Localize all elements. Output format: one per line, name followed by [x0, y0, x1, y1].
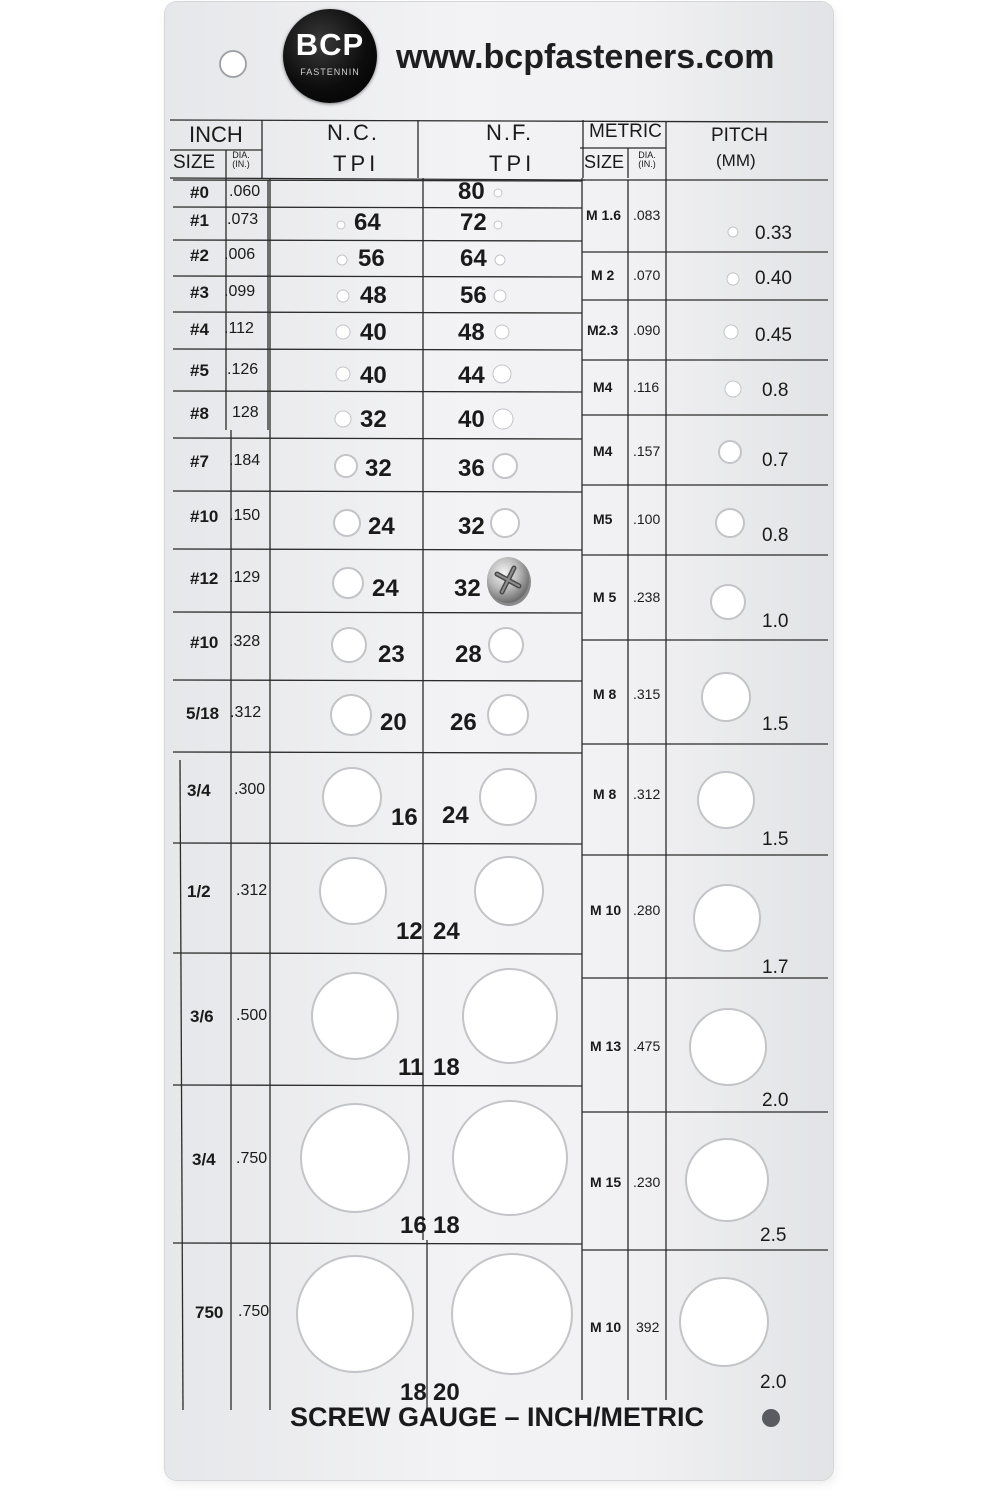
nf-tpi-label: 64: [460, 245, 487, 272]
nf-tpi-label: 20: [433, 1379, 460, 1406]
inch-size-label: 3/4: [192, 1150, 216, 1169]
inch-size-label: #10: [190, 633, 219, 652]
inch-dia-label: 128: [232, 404, 259, 421]
pitch-label: 2.0: [760, 1372, 787, 1393]
nc-tpi-label: 40: [360, 362, 387, 389]
nc-tpi-label: 16: [400, 1212, 427, 1239]
nf-tpi-label: 32: [458, 513, 485, 540]
nf-thread-hole: [493, 365, 511, 383]
nf-tpi-label: 44: [458, 362, 485, 389]
metric-thread-hole: [694, 885, 760, 951]
metric-thread-hole: [686, 1139, 768, 1221]
nf-thread-hole: [494, 189, 502, 197]
inch-dia-label: .126: [227, 361, 259, 378]
metric-size-label: M 10: [590, 1319, 622, 1335]
nf-thread-hole: [453, 1101, 567, 1215]
inch-dia-label: .312: [230, 704, 262, 721]
nc-thread-hole: [335, 411, 351, 427]
inch-row-line: [173, 612, 582, 613]
inch-row-line: [173, 491, 582, 492]
nc-tpi-label: 40: [360, 319, 387, 346]
pitch-label: 1.5: [762, 829, 789, 850]
metric-size-label: M 5: [593, 589, 617, 605]
metric-thread-hole: [690, 1009, 766, 1085]
nf-thread-hole: [493, 409, 513, 429]
pitch-label: 0.7: [762, 450, 789, 471]
header-nf-tpi: TPI: [489, 151, 536, 176]
pitch-label: 2.0: [762, 1090, 789, 1111]
nf-thread-hole: [463, 969, 557, 1063]
nc-thread-hole: [337, 255, 347, 265]
inch-dia-label: .073: [227, 211, 259, 228]
pitch-label: 0.33: [755, 223, 792, 244]
metric-thread-hole: [719, 441, 741, 463]
inch-dia-label: .750: [236, 1150, 268, 1167]
metric-dia-label: .312: [633, 786, 661, 802]
inch-dia-label: .060: [229, 183, 261, 200]
inch-dia-label: .300: [234, 781, 266, 798]
screw-gauge-card: [165, 2, 833, 1480]
nf-thread-hole: [493, 454, 517, 478]
inch-size-label: #12: [190, 569, 219, 588]
header-nf: N.F.: [486, 120, 534, 145]
metric-thread-hole: [727, 273, 739, 285]
inch-size-label: #3: [190, 283, 209, 302]
inch-dia-label: .150: [229, 507, 261, 524]
nf-tpi-label: 18: [433, 1212, 460, 1239]
nf-thread-hole: [495, 255, 505, 265]
pitch-label: 0.8: [762, 380, 789, 401]
metric-thread-hole: [725, 381, 741, 397]
inch-row-line: [173, 843, 582, 844]
metric-thread-hole: [711, 585, 745, 619]
pitch-label: 1.0: [762, 611, 789, 632]
metric-size-label: M 13: [590, 1038, 622, 1054]
pitch-label: 0.45: [755, 325, 792, 346]
nc-thread-hole: [333, 568, 363, 598]
inch-size-label: #4: [190, 320, 209, 339]
inch-dia-label: .500: [236, 1007, 268, 1024]
metric-size-label: M 1.6: [586, 207, 622, 223]
pitch-label: 1.5: [762, 714, 789, 735]
inch-row-line: [173, 549, 582, 550]
inch-dia-label: .006: [224, 246, 256, 263]
inch-size-label: #2: [190, 246, 209, 265]
metric-size-label: M 10: [590, 902, 622, 918]
inch-row-line: [173, 752, 582, 753]
metric-size-label: M4: [593, 443, 613, 459]
metric-size-label: M 2: [591, 267, 615, 283]
metric-dia-label: .238: [633, 589, 661, 605]
metric-thread-hole: [702, 673, 750, 721]
inch-row-line: [173, 1085, 582, 1086]
metric-dia-label: .116: [633, 379, 660, 395]
inch-row-line: [173, 438, 582, 439]
metric-size-label: M2.3: [587, 322, 619, 338]
nc-thread-hole: [320, 858, 386, 924]
metric-thread-hole: [728, 227, 738, 237]
nc-thread-hole: [312, 973, 398, 1059]
metric-dia-label: .475: [633, 1038, 661, 1054]
nf-tpi-label: 24: [442, 802, 469, 829]
screw-sample: [484, 554, 532, 608]
header-nc: N.C.: [327, 120, 379, 145]
metric-size-label: M 8: [593, 686, 617, 702]
header-inch-size: SIZE: [173, 152, 216, 173]
inch-row-line: [173, 312, 582, 313]
nc-thread-hole: [337, 221, 345, 229]
pitch-label: 2.5: [760, 1225, 787, 1246]
nf-thread-hole: [452, 1254, 572, 1374]
nc-tpi-label: 18: [400, 1379, 427, 1406]
inch-size-label: #8: [190, 404, 209, 423]
inch-row-line: [173, 953, 582, 954]
nc-tpi-label: 48: [360, 282, 387, 309]
nc-thread-hole: [301, 1104, 409, 1212]
inch-size-label: #1: [190, 211, 209, 230]
header-nc-tpi: TPI: [333, 151, 380, 176]
inch-row-line: [173, 680, 582, 681]
inch-size-label: 5/18: [186, 704, 220, 723]
nc-thread-hole: [332, 628, 366, 662]
nc-tpi-label: 56: [358, 245, 385, 272]
header-pitch: PITCH: [711, 125, 768, 146]
inch-size-label: #10: [190, 507, 219, 526]
nf-tpi-label: 56: [460, 282, 487, 309]
header-inch: INCH: [189, 122, 243, 147]
nc-tpi-label: 24: [368, 513, 395, 540]
nc-tpi-label: 32: [360, 406, 387, 433]
inch-row-line: [173, 276, 582, 277]
nf-thread-hole: [475, 857, 543, 925]
inch-dia-label: .112: [224, 320, 254, 337]
inch-row-line: [173, 240, 582, 241]
nf-tpi-label: 48: [458, 319, 485, 346]
header-metric-size: SIZE: [584, 152, 625, 172]
inch-dia-label: .099: [224, 283, 256, 300]
metric-size-label: M 15: [590, 1174, 622, 1190]
header-metric-dia: DIA. (IN.): [638, 150, 656, 169]
pitch-label: 0.40: [755, 268, 792, 289]
logo-text: BCP: [295, 27, 365, 62]
nc-tpi-label: 11: [398, 1054, 424, 1081]
metric-dia-label: .083: [633, 207, 661, 223]
nf-thread-hole: [491, 509, 519, 537]
inch-row-line: [173, 207, 582, 208]
metric-dia-label: .280: [633, 902, 661, 918]
metric-dia-label: .090: [633, 322, 661, 338]
inch-size-label: #5: [190, 361, 209, 380]
gauge-grid: [165, 2, 833, 1480]
nf-tpi-label: 24: [433, 918, 460, 945]
nc-tpi-label: 20: [380, 709, 407, 736]
nc-tpi-label: 32: [365, 455, 392, 482]
metric-dia-label: .070: [633, 267, 661, 283]
nc-thread-hole: [336, 325, 350, 339]
nf-tpi-label: 80: [458, 178, 485, 205]
metric-size-label: M 8: [593, 786, 617, 802]
inch-dia-label: .184: [229, 452, 261, 469]
inch-size-label: 1/2: [187, 882, 211, 901]
header-metric: METRIC: [589, 121, 662, 142]
logo-subtext: FASTENNIN: [300, 67, 360, 77]
nc-thread-hole: [336, 367, 350, 381]
nc-tpi-label: 12: [396, 918, 423, 945]
header-pitch-unit: (MM): [716, 151, 756, 170]
nf-tpi-label: 32: [454, 575, 481, 602]
website-text: www.bcpfasteners.com: [396, 38, 775, 76]
inch-row-line: [173, 349, 582, 350]
nc-thread-hole: [323, 768, 381, 826]
metric-thread-hole: [680, 1278, 768, 1366]
metric-dia-label: .230: [633, 1174, 661, 1190]
inch-size-label: #7: [190, 452, 209, 471]
bcp-logo: [283, 9, 377, 103]
mounting-hole: [762, 1409, 780, 1427]
metric-size-label: M5: [593, 511, 613, 527]
nf-tpi-label: 40: [458, 406, 485, 433]
nc-tpi-label: 64: [354, 209, 381, 236]
metric-dia-label: .100: [633, 511, 661, 527]
gauge-title: SCREW GAUGE – INCH/METRIC: [290, 1402, 705, 1432]
nf-thread-hole: [488, 695, 528, 735]
nc-tpi-label: 24: [372, 575, 399, 602]
inch-size-label: #0: [190, 183, 209, 202]
header-inch-dia: DIA. (IN.): [232, 150, 250, 169]
inch-row-line: [173, 1243, 582, 1244]
inch-dia-label: .312: [236, 882, 268, 899]
nf-tpi-label: 72: [460, 209, 487, 236]
nc-thread-hole: [334, 510, 360, 536]
metric-thread-hole: [716, 509, 744, 537]
pitch-label: 0.8: [762, 525, 789, 546]
inch-size-label: 3/4: [187, 781, 211, 800]
nf-thread-hole: [494, 290, 506, 302]
pitch-label: 1.7: [762, 957, 789, 978]
inch-dia-label: .129: [229, 569, 261, 586]
inch-size-label: 3/6: [190, 1007, 214, 1026]
nf-thread-hole: [494, 221, 502, 229]
nf-tpi-label: 28: [455, 641, 482, 668]
inch-dia-label: .750: [238, 1303, 270, 1320]
metric-dia-label: .315: [633, 686, 661, 702]
nf-thread-hole: [489, 628, 523, 662]
metric-thread-hole: [724, 325, 738, 339]
metric-thread-hole: [698, 772, 754, 828]
nc-thread-hole: [297, 1256, 413, 1372]
nf-tpi-label: 18: [433, 1054, 460, 1081]
nf-tpi-label: 26: [450, 709, 477, 736]
metric-dia-label: .157: [633, 443, 661, 459]
nc-thread-hole: [331, 695, 371, 735]
nc-thread-hole: [337, 290, 349, 302]
metric-size-label: M4: [593, 379, 613, 395]
nf-tpi-label: 36: [458, 455, 485, 482]
inch-dia-label: .328: [229, 633, 261, 650]
nf-thread-hole: [495, 325, 509, 339]
metric-dia-label: 392: [636, 1319, 660, 1335]
inch-row-line: [173, 391, 582, 392]
nc-thread-hole: [335, 455, 357, 477]
nc-tpi-label: 23: [378, 641, 405, 668]
inch-size-label: 750: [195, 1303, 224, 1322]
nf-thread-hole: [480, 769, 536, 825]
nc-tpi-label: 16: [391, 804, 418, 831]
